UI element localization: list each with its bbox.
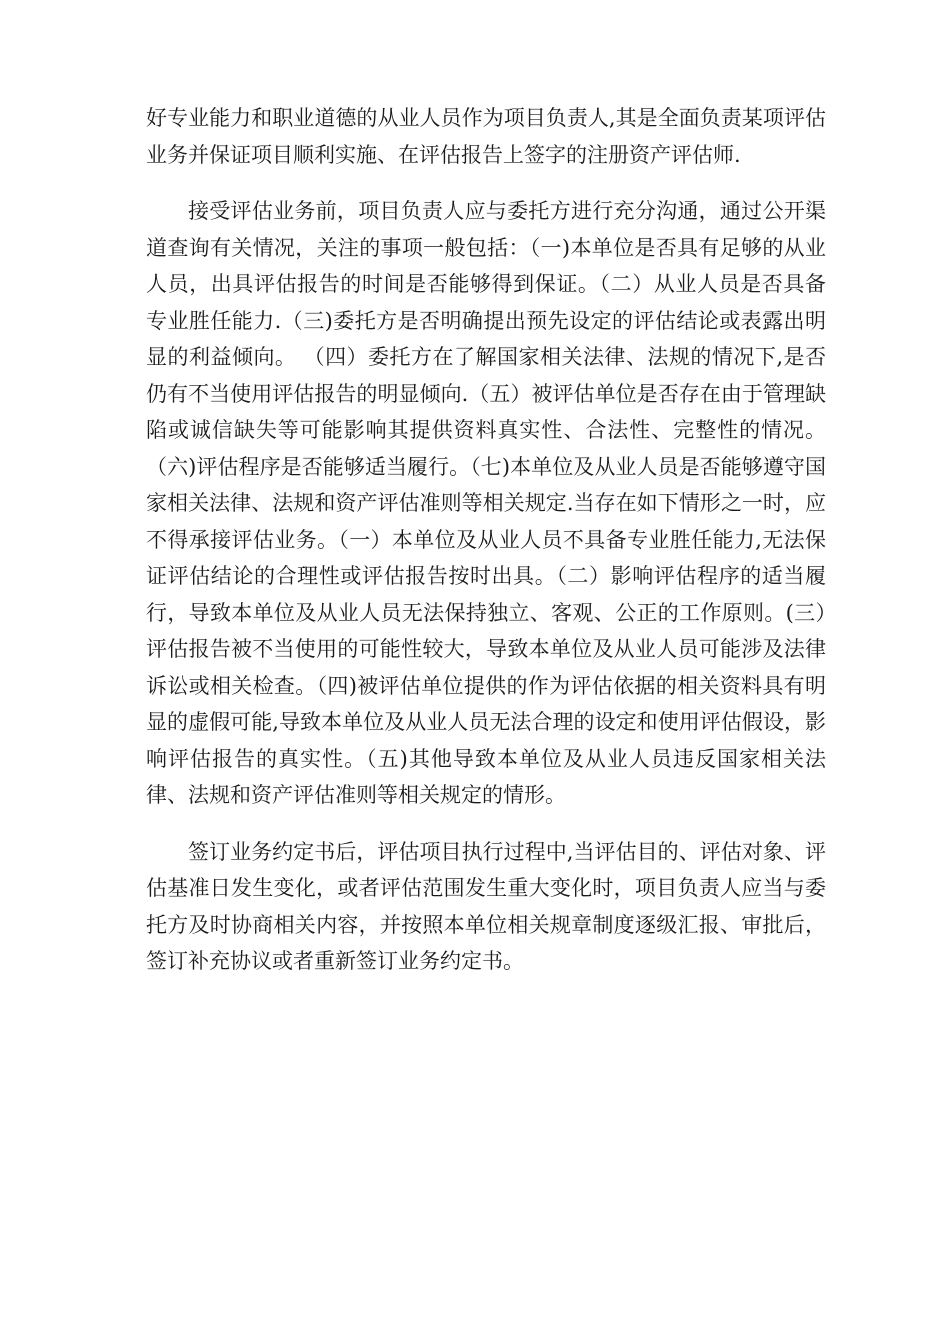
paragraph-pre-acceptance-checks: 接受评估业务前，项目负责人应与委托方进行充分沟通，通过公开渠道查询有关情况，关注的事项一般包括：（一)本单位是否具有足够的从业人员，出具评估报告的时间是否能够得到保证。（二）从业人员是否具备专业胜任能力.（三)委托方是否明确提出预先设定的评估结论或表露出明显的利益倾向。 （四）委托方在了解国家相关法律、法规的情况下,是否仍有不当使用评估报告的明显倾向.（五）被评估单位是否存在由于管理缺陷或诚信缺失等可能影响其提供资料真实性、合法性、完整性的情况。（六)评估程序是否能够适当履行。（七)本单位及从业人员是否能够遵守国家相关法律、法规和资产评估准则等相关规定.当存在如下情形之一时，应不得承接评估业务。（一）本单位及从业人员不具备专业胜任能力,无法保证评估结论的合理性或评估报告按时出具。（二）影响评估程序的适当履行，导致本单位及从业人员无法保持独立、客观、公正的工作原则。(三）评估报告被不当使用的可能性较大，导致本单位及从业人员可能涉及法律诉讼或相关检查。（四)被评估单位提供的作为评估依据的相关资料具有明显的虚假可能,导致本单位及从业人员无法合理的设定和使用评估假设，影响评估报告的真实性。（五)其他导致本单位及从业人员违反国家相关法律、法规和资产评估准则等相关规定的情形。 bbox=[146, 199, 826, 807]
document-body bbox=[146, 100, 826, 980]
paragraph-project-leader: 好专业能力和职业道德的从业人员作为项目负责人,其是全面负责某项评估业务并保证项目顺利实施、在评估报告上签字的注册资产评估师. bbox=[146, 106, 826, 167]
paragraph-after-agreement: 签订业务约定书后，评估项目执行过程中,当评估目的、评估对象、评估基准日发生变化，或者评估范围发生重大变化时，项目负责人应当与委托方及时协商相关内容，并按照本单位相关规章制度逐级汇报、审批后，签订补充协议或者重新签订业务约定书。 bbox=[146, 839, 826, 973]
